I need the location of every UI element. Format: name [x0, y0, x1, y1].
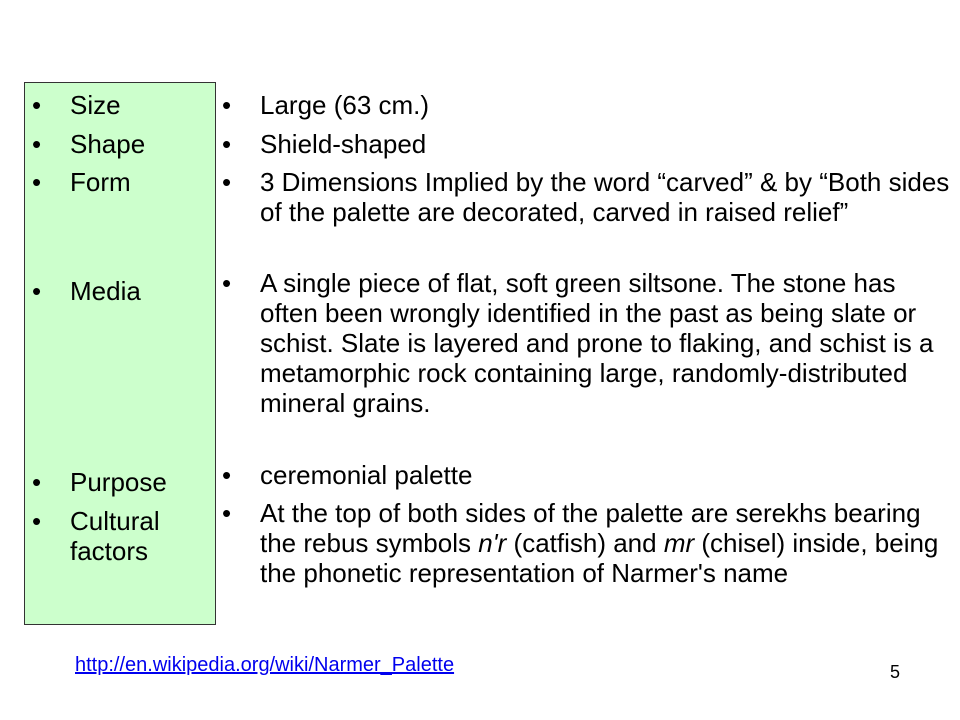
page-number: 5 [890, 662, 901, 682]
right-list-item-shape [222, 129, 950, 159]
left-list-label: Size [70, 90, 121, 120]
right-list-item-purpose [222, 460, 950, 490]
right-list-text: Shield-shaped [260, 129, 427, 159]
right-list-item-size [222, 90, 950, 120]
right-list-text: ceremonial palette [260, 460, 473, 490]
left-list-label: Cultural factors [70, 506, 160, 566]
right-list-text: Large (63 cm.) [260, 90, 430, 120]
source-link[interactable]: http://en.wikipedia.org/wiki/Narmer_Palette [75, 654, 455, 676]
bullet-icon: • [32, 129, 42, 159]
left-list-item-cultural-factors [32, 506, 190, 566]
text-segment: (catfish) and [506, 528, 664, 558]
right-list-text [260, 498, 938, 588]
bullet-icon: • [222, 129, 232, 159]
bullet-icon: • [222, 90, 232, 120]
left-list-item-shape [32, 129, 146, 159]
left-list-label: Media [70, 276, 141, 306]
bullet-icon: • [32, 167, 42, 197]
right-list-text: 3 Dimensions Implied by the word “carved” & by “Both sides of the palette are decorated, carved in raised relief” [260, 167, 950, 227]
right-list-text: A single piece of flat, soft green siltsone. The stone has often been wrongly identified in the past as being slate or schist. Slate is layered and prone to flaking, and schist is a metamorphic rock containing large, randomly-distributed mineral grains. [260, 268, 934, 418]
bullet-icon: • [222, 167, 232, 197]
bullet-icon: • [32, 506, 42, 536]
bullet-icon: • [222, 268, 232, 298]
right-list-item-cultural-factors [222, 498, 950, 588]
bullet-icon: • [32, 90, 42, 120]
left-list-label: Form [70, 167, 131, 197]
left-list-label: Purpose [70, 467, 167, 497]
rebus-symbol-nr: n'r [478, 528, 507, 558]
right-list-item-form [222, 167, 950, 227]
bullet-icon: • [222, 460, 232, 490]
text-segment: At the top of both sides of the palette are serekhs bearing the rebus symbols [260, 498, 921, 558]
bullet-icon: • [222, 498, 232, 528]
text-segment: (chisel) inside, being the phonetic representation of Narmer's name [260, 528, 939, 588]
left-list-label: Shape [70, 129, 146, 159]
bullet-icon: • [32, 467, 42, 497]
rebus-symbol-mr: mr [663, 528, 695, 558]
right-list-item-media [222, 268, 950, 418]
left-list-item-purpose [32, 467, 167, 497]
left-list-item-form [32, 167, 131, 197]
left-list-item-size [32, 90, 121, 120]
left-list-item-media [32, 276, 141, 306]
bullet-icon: • [32, 276, 42, 306]
